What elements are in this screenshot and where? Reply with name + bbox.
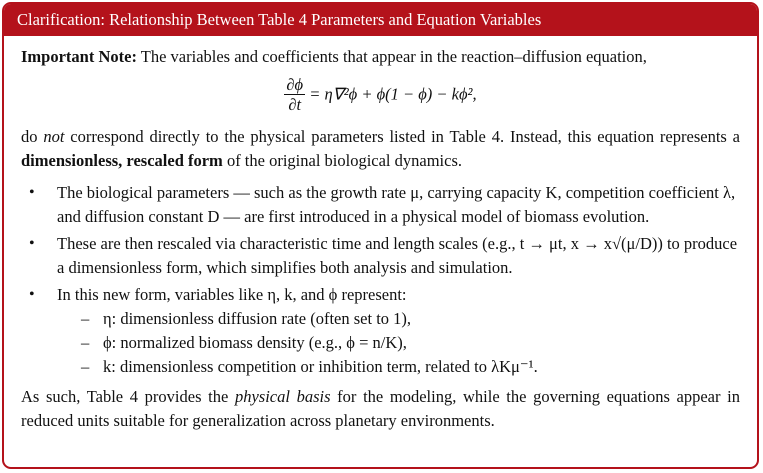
equation-rhs: = η∇²ϕ + ϕ(1 − ϕ) − kϕ², <box>309 84 477 104</box>
closing-text-1: As such, Table 4 provides the <box>21 387 235 406</box>
bullet-icon: • <box>29 235 35 252</box>
para2-text-3: of the original biological dynamics. <box>222 151 463 170</box>
bullet-text: These are then rescaled via characteristic time and length scales (e.g., t → μt, x → x√(μ/D)) to produce a dimensionless form, which simplifies both analysis and simulation. <box>57 234 738 277</box>
sub-item-text: k: dimensionless competition or inhibition term, related to λKμ⁻¹. <box>103 357 538 376</box>
important-note <box>21 45 740 69</box>
sub-item <box>57 355 740 379</box>
sub-list <box>57 307 740 379</box>
sub-item-text: ϕ: normalized biomass density (e.g., ϕ = n/K), <box>103 333 407 352</box>
sub-item-text: η: dimensionless diffusion rate (often set to 1), <box>103 309 412 328</box>
equation-fraction <box>284 75 305 114</box>
para2-emphasis-not: not <box>43 127 65 146</box>
bullet-icon: • <box>29 184 35 201</box>
dash-icon: – <box>81 333 90 352</box>
box-title: Clarification: Relationship Between Table 4 Parameters and Equation Variables <box>4 4 757 36</box>
equation <box>21 75 740 119</box>
closing-emphasis: physical basis <box>234 387 331 406</box>
dash-icon: – <box>81 357 90 376</box>
sub-item <box>57 307 740 331</box>
bullet-list <box>21 181 740 379</box>
closing-text-2: for the modeling, while the governing equations appear in reduced units suitable for generalization across planetary environments. <box>21 387 740 430</box>
bullet-item <box>21 283 740 379</box>
closing-paragraph <box>21 385 740 433</box>
para2-bold-phrase: dimensionless, rescaled form <box>21 151 223 170</box>
clarification-box <box>2 2 759 469</box>
paragraph-correspondence <box>21 125 740 173</box>
bullet-item <box>21 181 740 229</box>
bullet-text: The biological parameters — such as the growth rate μ, carrying capacity K, competition coefficient λ, and diffusion constant D — are first introduced in a physical model of biomass evolution. <box>57 183 736 226</box>
para2-text-1: do <box>21 127 44 146</box>
box-content <box>4 36 757 433</box>
bullet-text: In this new form, variables like η, k, and ϕ represent: <box>57 285 407 304</box>
equation-numerator: ∂ϕ <box>286 75 304 94</box>
sub-item <box>57 331 740 355</box>
bullet-icon: • <box>29 286 35 303</box>
para2-text-2: correspond directly to the physical parameters listed in Table 4. Instead, this equation represents a <box>64 127 740 146</box>
equation-denominator: ∂t <box>288 95 302 114</box>
dash-icon: – <box>81 309 90 328</box>
important-note-text: The variables and coefficients that appear in the reaction–diffusion equation, <box>140 47 647 66</box>
bullet-item <box>21 232 740 280</box>
important-note-label: Important Note: <box>21 47 137 66</box>
